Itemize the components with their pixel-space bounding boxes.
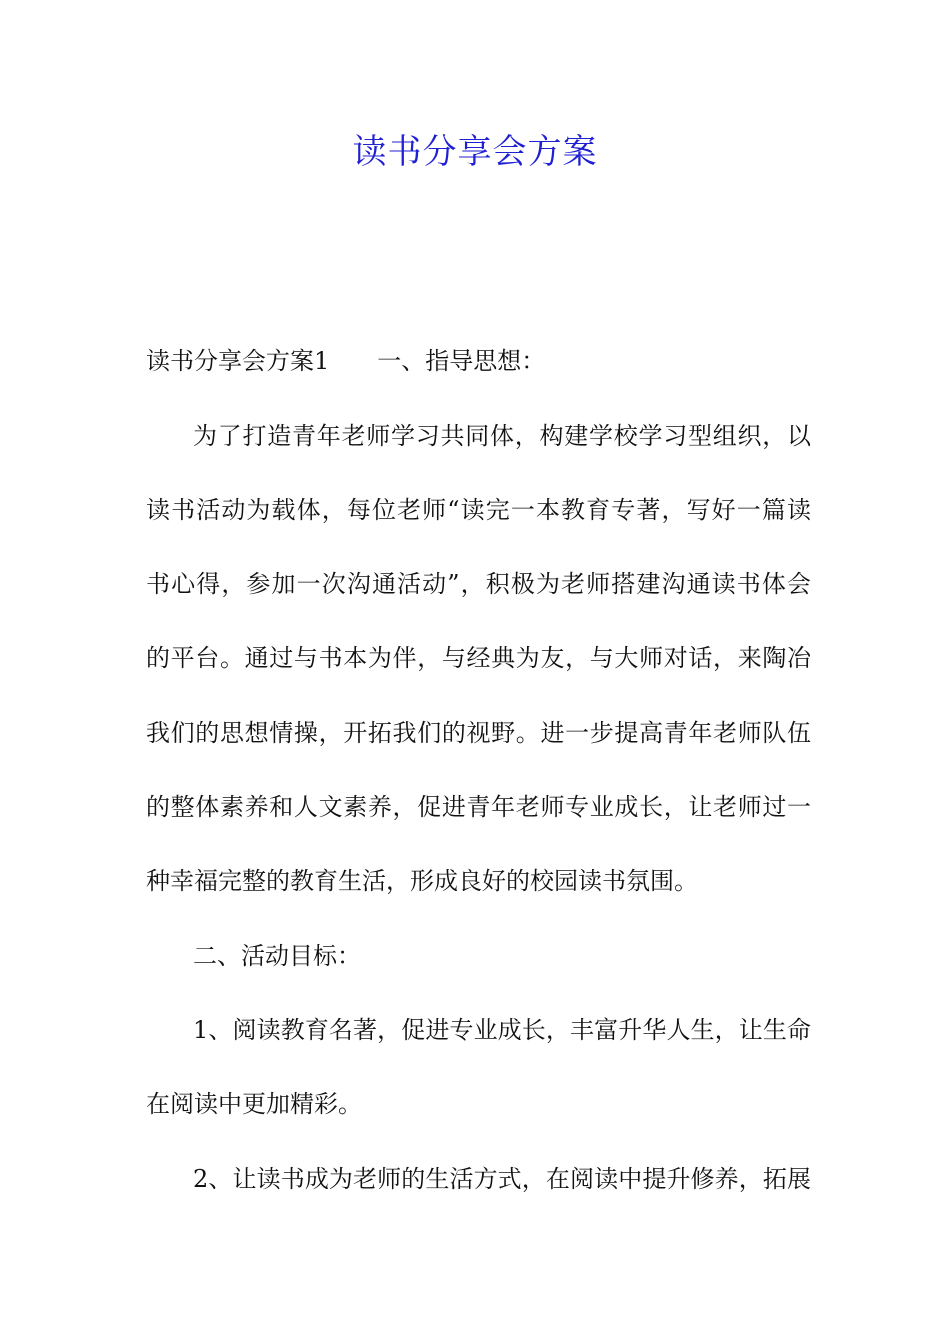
goal-1-line: 1、阅读教育名著，促进专业成长，丰富升华人生，让生命 [193,1016,811,1044]
paragraph-1-line: 为了打造青年老师学习共同体，构建学校学习型组织，以 [193,422,811,450]
paragraph-1-line: 种幸福完整的教育生活，形成良好的校园读书氛围。 [146,867,698,895]
paragraph-1-line: 的整体素养和人文素养，促进青年老师专业成长，让老师过一 [146,793,811,821]
heading-guiding-ideology: 一、指导思想： [377,347,546,375]
heading-activity-goals: 二、活动目标： [193,942,361,970]
paragraph-1-line: 的平台。通过与书本为伴，与经典为友，与大师对话，来陶冶 [146,644,811,672]
paragraph-1-line: 我们的思想情操，开拓我们的视野。进一步提高青年老师队伍 [146,719,811,747]
goal-2-line: 2、让读书成为老师的生活方式，在阅读中提升修养，拓展 [193,1165,811,1193]
paragraph-1-line: 读书活动为载体，每位老师“读完一本教育专著，写好一篇读 [146,496,811,524]
goal-1-line: 在阅读中更加精彩。 [146,1090,362,1118]
document-title: 读书分享会方案 [352,132,598,172]
paragraph-1-line: 书心得，参加一次沟通活动”，积极为老师搭建沟通读书体会 [146,570,811,598]
section-heading-line [146,341,811,381]
section-label: 读书分享会方案1 [146,347,330,375]
